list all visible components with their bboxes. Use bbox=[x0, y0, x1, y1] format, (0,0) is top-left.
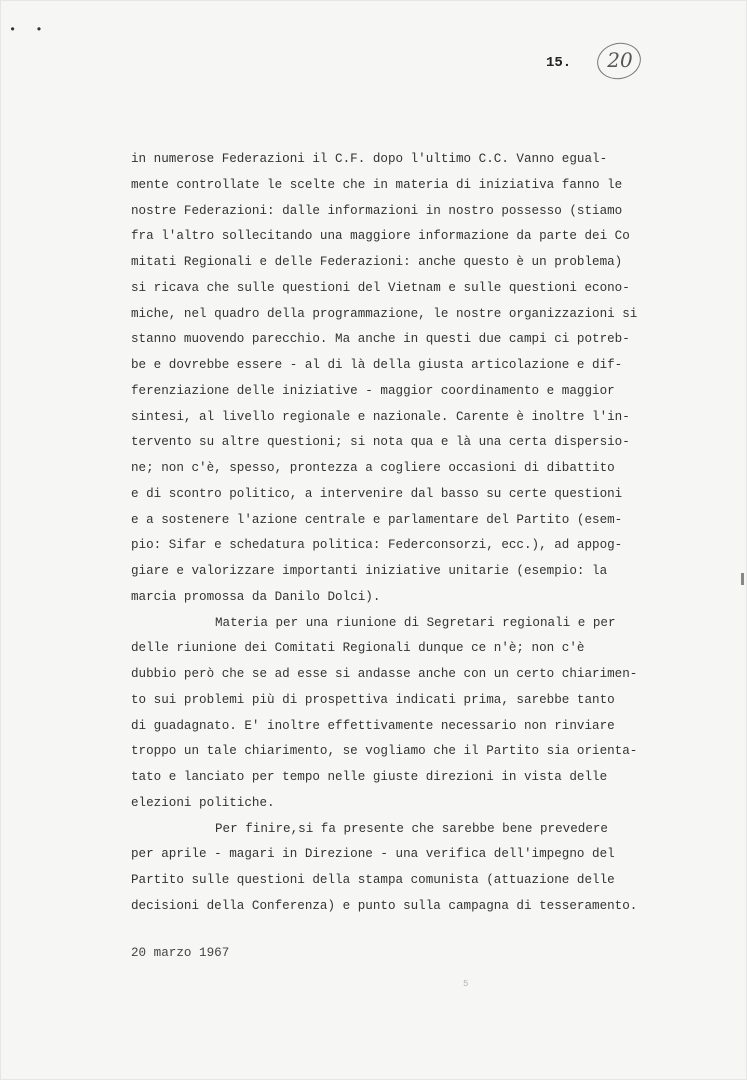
text-line: tervento su altre questioni; si nota qua e là una certa dispersio- bbox=[131, 435, 630, 450]
text-line: Partito sulle questioni della stampa comunista (attuazione delle bbox=[131, 873, 615, 887]
handwritten-folio-number: 20 bbox=[599, 41, 641, 79]
text-line: stanno muovendo parecchio. Ma anche in questi due campi ci potreb- bbox=[131, 332, 630, 347]
text-line: fra l'altro sollecitando una maggiore informazione da parte dei Co bbox=[131, 229, 630, 244]
text-line: nostre Federazioni: dalle informazioni in nostro possesso (stiamo bbox=[131, 203, 623, 218]
text-line: elezioni politiche. bbox=[131, 795, 275, 810]
text-line: mitati Regionali e delle Federazioni: anche questo è un problema) bbox=[131, 255, 623, 269]
text-line: ne; non c'è, spesso, prontezza a cogliere occasioni di dibattito bbox=[131, 461, 615, 475]
text-line: miche, nel quadro della programmazione, le nostre organizzazioni si bbox=[131, 306, 638, 321]
text-line: sintesi, al livello regionale e nazionale. Carente è inoltre l'in- bbox=[131, 409, 630, 424]
body-text bbox=[131, 147, 716, 920]
document-date: 20 marzo 1967 bbox=[131, 946, 230, 960]
text-line: Materia per una riunione di Segretari regionali e per bbox=[215, 615, 616, 630]
text-line: pio: Sifar e schedatura politica: Federconsorzi, ecc.), ad appog- bbox=[131, 538, 623, 553]
text-line: di guadagnato. E' inoltre effettivamente necessario non rinviare bbox=[131, 718, 615, 733]
text-line: si ricava che sulle questioni del Vietnam e sulle questioni econo- bbox=[131, 280, 630, 295]
corner-marks: • • bbox=[9, 23, 49, 37]
text-line: ferenziazione delle iniziative - maggior coordinamento e maggior bbox=[131, 383, 615, 398]
faint-page-mark: 5 bbox=[463, 979, 469, 989]
text-line: troppo un tale chiarimento, se vogliamo che il Partito sia orienta- bbox=[131, 744, 638, 759]
text-line: Per finire,si fa presente che sarebbe bene prevedere bbox=[215, 821, 608, 836]
page-number: 15. bbox=[546, 55, 572, 71]
scan-edge-mark bbox=[741, 573, 744, 585]
paragraph-3 bbox=[131, 817, 716, 920]
paragraph-2 bbox=[131, 611, 716, 817]
text-line: dubbio però che se ad esse si andasse anche con un certo chiarimen- bbox=[131, 667, 638, 681]
text-line: to sui problemi più di prospettiva indicati prima, sarebbe tanto bbox=[131, 692, 615, 707]
text-line: e di scontro politico, a intervenire dal basso su certe questioni bbox=[131, 486, 623, 501]
text-line: mente controllate le scelte che in materia di iniziativa fanno le bbox=[131, 177, 623, 192]
text-line: in numerose Federazioni il C.F. dopo l'ultimo C.C. Vanno egual- bbox=[131, 152, 608, 166]
text-line: marcia promossa da Danilo Dolci). bbox=[131, 589, 381, 604]
text-line: tato e lanciato per tempo nelle giuste direzioni in vista delle bbox=[131, 770, 608, 784]
text-line: be e dovrebbe essere - al di là della giusta articolazione e dif- bbox=[131, 358, 623, 372]
text-line: giare e valorizzare importanti iniziative unitarie (esempio: la bbox=[131, 564, 608, 578]
text-line: delle riunione dei Comitati Regionali dunque ce n'è; non c'è bbox=[131, 641, 585, 656]
text-line: e a sostenere l'azione centrale e parlamentare del Partito (esem- bbox=[131, 512, 623, 527]
text-line: decisioni della Conferenza) e punto sulla campagna di tesseramento. bbox=[131, 898, 638, 913]
paragraph-1 bbox=[131, 147, 716, 611]
text-line: per aprile - magari in Direzione - una verifica dell'impegno del bbox=[131, 847, 615, 862]
